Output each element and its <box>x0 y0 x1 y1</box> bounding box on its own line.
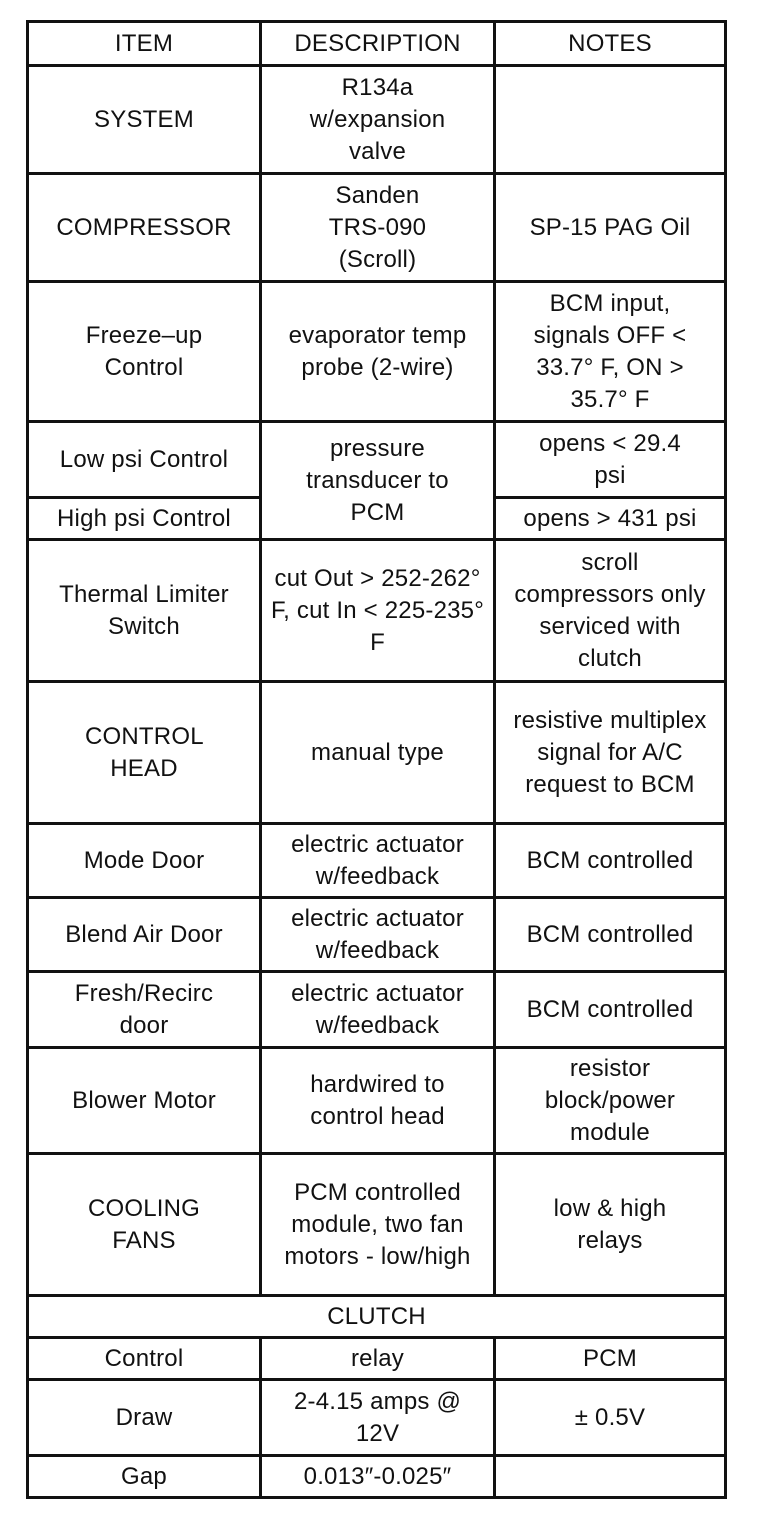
notes-cell: BCM controlled <box>495 824 726 898</box>
description-cell: electric actuator w/feedback <box>261 824 495 898</box>
item-cell: Draw <box>28 1380 261 1456</box>
table-row <box>28 682 726 824</box>
table-row <box>28 1048 726 1154</box>
table-row <box>28 174 726 282</box>
item-cell: Thermal Limiter Switch <box>28 540 261 682</box>
description-cell: manual type <box>261 682 495 824</box>
table-row <box>28 282 726 422</box>
table-row <box>28 1338 726 1380</box>
table-row <box>28 1154 726 1296</box>
notes-cell <box>495 1456 726 1498</box>
table-row <box>28 972 726 1048</box>
description-cell: cut Out > 252-262° F, cut In < 225-235° F <box>261 540 495 682</box>
clutch-section-row <box>28 1296 726 1338</box>
ac-spec-table <box>26 20 727 1499</box>
table-row <box>28 1380 726 1456</box>
item-cell: Mode Door <box>28 824 261 898</box>
notes-cell: resistive multiplex signal for A/C request to BCM <box>495 682 726 824</box>
header-notes: NOTES <box>495 22 726 66</box>
notes-cell: scroll compressors only serviced with clutch <box>495 540 726 682</box>
description-cell: relay <box>261 1338 495 1380</box>
description-cell: Sanden TRS-090 (Scroll) <box>261 174 495 282</box>
notes-cell: PCM <box>495 1338 726 1380</box>
notes-cell <box>495 66 726 174</box>
item-cell: High psi Control <box>28 498 261 540</box>
notes-cell: BCM controlled <box>495 898 726 972</box>
description-cell: electric actuator w/feedback <box>261 898 495 972</box>
notes-cell: low & high relays <box>495 1154 726 1296</box>
table-row <box>28 422 726 498</box>
notes-cell: opens < 29.4 psi <box>495 422 726 498</box>
item-cell: Gap <box>28 1456 261 1498</box>
item-cell: Fresh/Recirc door <box>28 972 261 1048</box>
item-cell: Blend Air Door <box>28 898 261 972</box>
notes-cell: ± 0.5V <box>495 1380 726 1456</box>
table-row <box>28 66 726 174</box>
description-cell: R134a w/expansion valve <box>261 66 495 174</box>
notes-cell: SP-15 PAG Oil <box>495 174 726 282</box>
header-item: ITEM <box>28 22 261 66</box>
item-cell: CONTROL HEAD <box>28 682 261 824</box>
description-cell: electric actuator w/feedback <box>261 972 495 1048</box>
item-cell: SYSTEM <box>28 66 261 174</box>
item-cell: Low psi Control <box>28 422 261 498</box>
description-cell: 2-4.15 amps @ 12V <box>261 1380 495 1456</box>
notes-cell: BCM input, signals OFF < 33.7° F, ON > 35.7° F <box>495 282 726 422</box>
item-cell: Control <box>28 1338 261 1380</box>
table-row <box>28 540 726 682</box>
description-cell: PCM controlled module, two fan motors - low/high <box>261 1154 495 1296</box>
table-row <box>28 1456 726 1498</box>
item-cell: Blower Motor <box>28 1048 261 1154</box>
header-description: DESCRIPTION <box>261 22 495 66</box>
item-cell: COMPRESSOR <box>28 174 261 282</box>
table-row <box>28 824 726 898</box>
description-cell: pressure transducer to PCM <box>261 422 495 540</box>
notes-cell: BCM controlled <box>495 972 726 1048</box>
table-row <box>28 898 726 972</box>
clutch-section-heading: CLUTCH <box>28 1296 726 1338</box>
item-cell: Freeze–up Control <box>28 282 261 422</box>
description-cell: evaporator temp probe (2-wire) <box>261 282 495 422</box>
notes-cell: resistor block/power module <box>495 1048 726 1154</box>
item-cell: COOLING FANS <box>28 1154 261 1296</box>
description-cell: hardwired to control head <box>261 1048 495 1154</box>
description-cell: 0.013″-0.025″ <box>261 1456 495 1498</box>
header-row <box>28 22 726 66</box>
notes-cell: opens > 431 psi <box>495 498 726 540</box>
